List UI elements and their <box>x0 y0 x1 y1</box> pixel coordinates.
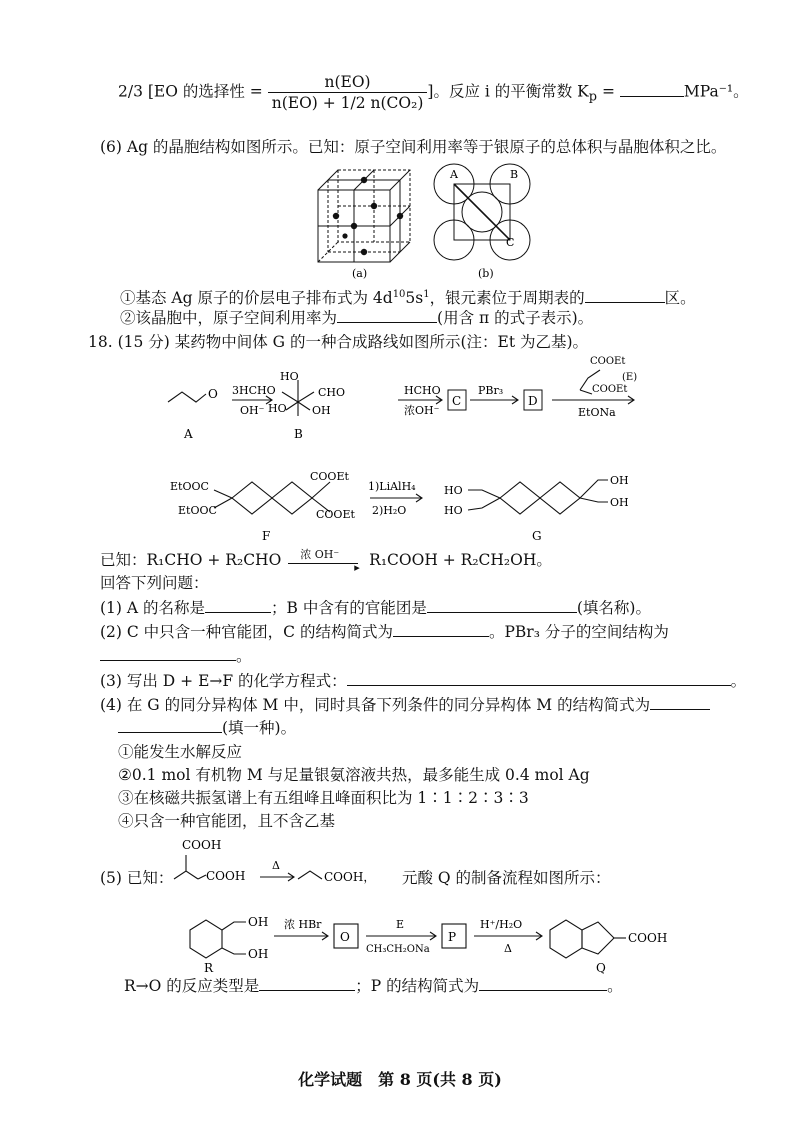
compound-b-label: B <box>294 427 303 441</box>
q18-part5-label: (5) 已知： <box>100 869 174 887</box>
compound-q-label: Q <box>596 961 606 975</box>
q6-utilization-blank[interactable] <box>337 308 437 323</box>
answer-prompt: 回答下列问题： <box>100 574 209 592</box>
r-oh1: OH <box>248 915 269 929</box>
fig-b-label: (b) <box>478 267 494 280</box>
synthesis-route-row1 <box>160 350 640 450</box>
condition-4: ④只含一种官能团，且不含乙基 <box>118 812 336 830</box>
box-p: P <box>448 930 457 944</box>
condition-3: ③在核磁共振氢谱上有五组峰且峰面积比为 1∶1∶2∶3∶3 <box>118 789 529 807</box>
q5-cooh-top: COOH <box>182 838 222 852</box>
r-oh2: OH <box>248 947 269 961</box>
compound-a-label: A <box>184 427 193 441</box>
m-structure-blank-cont[interactable] <box>118 718 222 733</box>
q6-stem: (6) Ag 的晶胞结构如图所示。已知：原子空间利用率等于银原子的总体积与晶胞体积之比。 <box>100 138 727 156</box>
q18-part2-continued: 。 <box>100 646 252 666</box>
p-structure-blank[interactable] <box>479 976 607 991</box>
c-structure-blank[interactable] <box>393 622 489 637</box>
b-ho-left: HO <box>268 402 287 415</box>
reagent-e: E <box>396 918 405 931</box>
arrow1-condition: OH⁻ <box>240 404 265 417</box>
reduction-workup: 2)H₂O <box>372 504 407 517</box>
synthesis-route-row2 <box>170 460 640 550</box>
a-name-blank[interactable] <box>205 598 271 613</box>
ethoxide-condition: CH₃CH₂ONa <box>366 944 430 955</box>
g-oh2: OH <box>610 496 629 509</box>
q18-stem: 18. (15 分) 某药物中间体 G 的一种合成路线如图所示(注：Et 为乙基)。 <box>88 333 589 351</box>
q18-part5-questions: R→O 的反应类型是 ；P 的结构简式为 。 <box>124 977 623 995</box>
q18-part2: (2) C 中只含一种官能团，C 的结构简式为 。PBr₃ 分子的空间结构为 <box>100 623 669 641</box>
atom-label-b: B <box>510 168 519 181</box>
q5-product: COOH， <box>324 870 376 884</box>
box-c: C <box>452 394 462 408</box>
box-d: D <box>528 394 538 408</box>
q18-part4: (4) 在 G 的同分异构体 M 中，同时具备下列条件的同分异构体 M 的结构简式为 <box>100 695 710 715</box>
known-reaction: 已知：R₁CHO + R₂CHO 浓 OH⁻ ▸ R₁COOH + R₂CH₂OH。 <box>100 548 552 574</box>
arrow2-condition: 浓OH⁻ <box>404 404 440 417</box>
q5-heat: Δ <box>272 859 280 872</box>
page-footer: 化学试题 第 8 页(共 8 页) <box>298 1070 502 1089</box>
q6-region-blank[interactable] <box>585 288 665 303</box>
g-ho1: HO <box>444 484 463 497</box>
f-ester1: EtOOC <box>170 480 209 493</box>
b-oh: OH <box>312 404 331 417</box>
a-carbonyl-o: O <box>208 387 218 401</box>
hbr-reagent: 浓 HBr <box>284 918 322 931</box>
arrow2-reagent: HCHO <box>404 384 441 397</box>
fig-a-label: (a) <box>352 267 368 280</box>
pbr3-geometry-blank[interactable] <box>100 646 236 661</box>
selectivity-formula-line: 2/3 [EO 的选择性 = $\frac{n(EO)}{\text{n(EO) + 1/2 n(CO₂)}}$ ]。反应 i 的平衡常数 $K_p = MPa^{-1}$。 <box>118 73 749 112</box>
b-functional-group-blank[interactable] <box>427 598 577 613</box>
decarboxylation-scheme <box>170 835 420 895</box>
b-cho: CHO <box>318 386 346 399</box>
q6-sub2: ②该晶胞中，原子空间利用率为 (用含 π 的式子表示)。 <box>120 309 594 327</box>
q18-part4-continued: (填一种)。 <box>118 718 296 738</box>
f-ester4: COOEt <box>316 508 355 521</box>
q-cooh: COOH <box>628 931 668 945</box>
known-arrow: 浓 OH⁻ ▸ <box>286 551 364 571</box>
acid-q-synthesis-scheme <box>170 900 710 975</box>
equation-blank[interactable] <box>347 671 731 686</box>
e-cooet-bottom: COOEt <box>592 384 628 395</box>
q18-part3: (3) 写出 D + E→F 的化学方程式： 。 <box>100 672 747 690</box>
f-ester2: EtOOC <box>178 504 217 517</box>
compound-g-label: G <box>532 529 542 543</box>
compound-r-label: R <box>204 961 214 975</box>
q6-sub1: ①基态 Ag 原子的价层电子排布式为 $4d^{10}5s^1$，银元素位于周期表的 区。 <box>120 289 696 308</box>
compound-f-label: F <box>262 529 271 543</box>
f-ester3: COOEt <box>310 470 349 483</box>
e-label: (E) <box>622 372 638 383</box>
q18-part5-stem: 元酸 Q 的制备流程如图所示： <box>402 869 611 887</box>
g-ho2: HO <box>444 504 463 517</box>
e-cooet-top: COOEt <box>590 356 626 367</box>
ag-unit-cell-figure-a <box>310 160 420 280</box>
ag-face-figure-b <box>430 160 540 280</box>
condition-2: ②0.1 mol 有机物 M 与足量银氨溶液共热，最多能生成 0.4 mol Ag <box>118 766 590 784</box>
atom-label-c: C <box>506 236 515 249</box>
reduction-reagent: 1)LiAlH₄ <box>368 480 416 493</box>
reaction-type-blank[interactable] <box>259 976 355 991</box>
g-oh1: OH <box>610 474 629 487</box>
selectivity-fraction: $\frac{n(EO)}{\text{n(EO) + 1/2 n(CO₂)}}$ <box>268 72 428 113</box>
box-o: O <box>340 930 350 944</box>
atom-label-a: A <box>450 168 458 181</box>
kp-answer-blank[interactable] <box>620 82 684 97</box>
condition-1: ①能发生水解反应 <box>118 743 243 761</box>
arrow3-reagent: PBr₃ <box>478 384 504 397</box>
b-ho-top: HO <box>280 370 299 383</box>
arrow4-condition: EtONa <box>578 406 616 419</box>
hydrolysis-heat: Δ <box>504 942 512 955</box>
m-structure-blank[interactable] <box>650 695 710 710</box>
arrow1-reagent: 3HCHO <box>232 384 276 397</box>
q5-cooh-side: COOH <box>206 869 246 883</box>
q18-part1: (1) A 的名称是 ；B 中含有的官能团是 (填名称)。 <box>100 599 651 617</box>
hydrolysis-reagent: H⁺/H₂O <box>480 918 523 931</box>
